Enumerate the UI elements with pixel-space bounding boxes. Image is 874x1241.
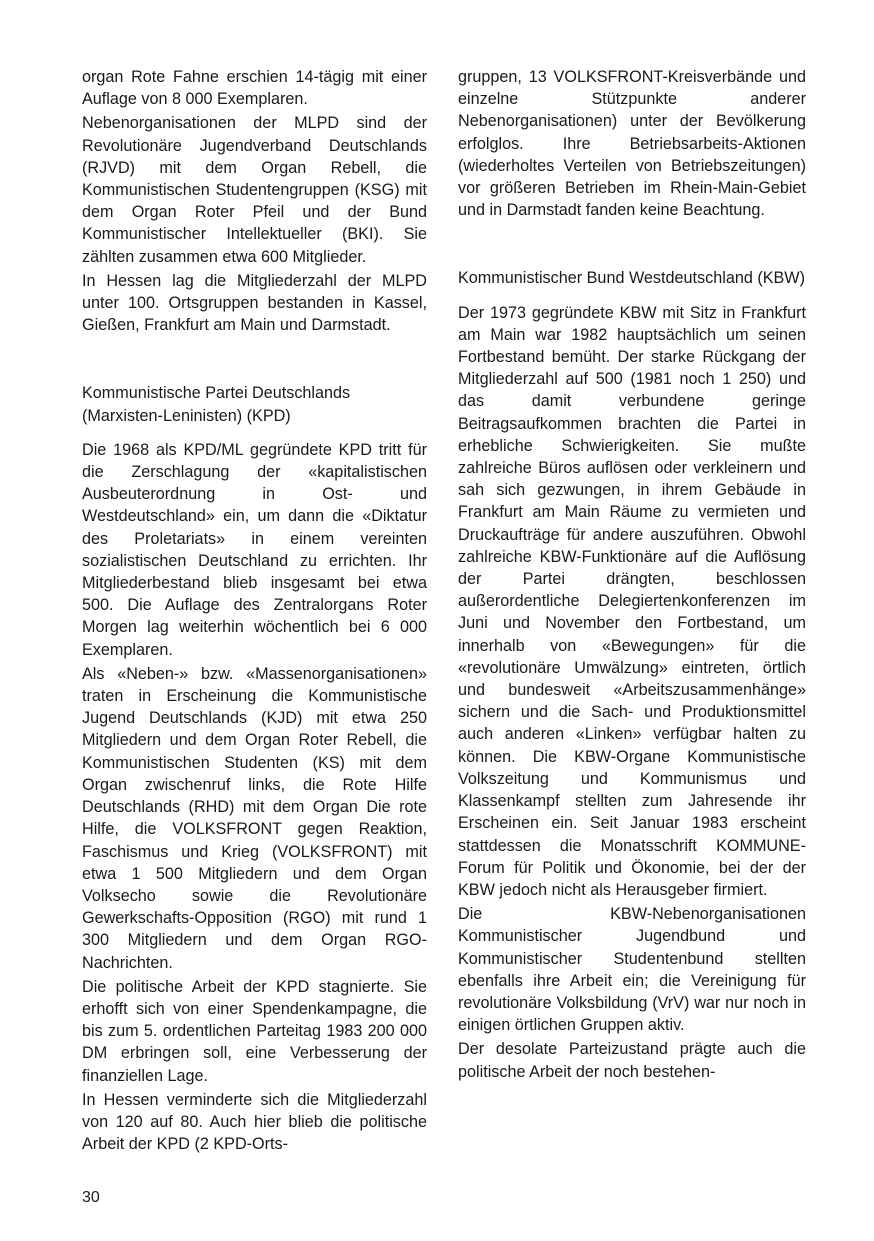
left-paragraph-2: Nebenorganisationen der MLPD sind der Revolutionäre Jugendverband Deutschlands (RJVD) mit dem Organ Rebell, die Kommunistischen Studentengruppen (KSG) mit dem Organ Roter Pfeil und der Bund Kommunistischer Intellektueller (BKI). Sie zählten zusammen etwa 600 Mitglieder. (82, 114, 427, 266)
right-column (458, 66, 806, 1085)
section-spacer (82, 338, 427, 382)
left-paragraph-7: In Hessen verminderte sich die Mitgliederzahl von 120 auf 80. Auch hier blieb die politische Arbeit der KPD (2 KPD-Orts- (82, 1090, 427, 1154)
section-spacer (458, 223, 806, 267)
section-heading-kpd: Kommunistische Partei Deutschlands (Marxisten-Leninisten) (KPD) (82, 384, 351, 425)
left-paragraph-3: In Hessen lag die Mitgliederzahl der MLPD unter 100. Ortsgruppen bestanden in Kassel, Gießen, Frankfurt am Main und Darmstadt. (82, 271, 427, 335)
heading-spacer (458, 290, 806, 302)
left-paragraph-4: Die 1968 als KPD/ML gegründete KPD tritt für die Zerschlagung der «kapitalistischen Ausbeuterordnung in Ost- und Westdeutschland» ein, um dann die «Diktatur des Proletariats» in einem vereinten sozialistischen Deutschland zu errichten. Ihr Mitgliederbestand blieb insgesamt bei etwa 500. Die Auflage des Zentralorgans Roter Morgen lag weiterhin wöchentlich bei 6 000 Exemplaren. (82, 440, 427, 659)
left-paragraph-1: organ Rote Fahne erschien 14-tägig mit einer Auflage von 8 000 Exemplaren. (82, 68, 427, 109)
left-paragraph-5: Als «Neben-» bzw. «Massenorganisationen» traten in Erscheinung die Kommunistische Jugend Deutschlands (KJD) mit etwa 250 Mitgliedern und dem Organ Roter Rebell, die Kommunistischen Studenten (KS) mit dem Organ zwischenruf links, die Rote Hilfe Deutschlands (RHD) mit dem Organ Die rote Hilfe, die VOLKSFRONT gegen Reaktion, Faschismus und Krieg (VOLKSFRONT) mit etwa 1 500 Mitgliedern und dem Organ Volksecho sowie die Revolutionäre Gewerkschafts-Opposition (RGO) mit rund 1 300 Mitgliedern und dem Organ RGO-Nachrichten. (82, 664, 427, 972)
left-column (82, 66, 427, 1157)
right-paragraph-4: Der desolate Parteizustand prägte auch die politische Arbeit der noch bestehen- (458, 1040, 806, 1081)
heading-spacer (82, 427, 427, 439)
right-paragraph-2: Der 1973 gegründete KBW mit Sitz in Frankfurt am Main war 1982 hauptsächlich um seinen Fortbestand bemüht. Der starke Rückgang der Mitgliederzahl auf 500 (1981 noch 1 250) und das damit verbundene geringe Beitragsaufkommen brachten die Partei in erhebliche Schwierigkeiten. Sie mußte zahlreiche Büros auflösen oder verkleinern und sah sich gezwungen, in ihrem Gebäude in Frankfurt am Main Räume zu vermieten und Druckaufträge für andere auszuführen. Obwohl zahlreiche KBW-Funktionäre auf die Auflösung der Partei drängten, beschlossen außerordentliche Delegiertenkonferenzen im Juni und November den Fortbestand, um innerhalb von «Bewegungen» für die «revolutionäre Umwälzung» eintreten, örtlich und bundesweit «Arbeitszusammenhänge» sichern und die Sach- und Produktionsmittel auch anderen «Linken» verfügbar halten zu können. Die KBW-Organe Kommunistische Volkszeitung und Kommunismus und Klassenkampf stellten zum Jahresende ihr Erscheinen ein. Seit Januar 1983 erscheint stattdessen die Monatsschrift KOMMUNE-Forum für Politik und Ökonomie, bei der der KBW jedoch nicht als Herausgeber firmiert. (458, 303, 806, 899)
right-paragraph-3: Die KBW-Nebenorganisationen Kommunistischer Jugendbund und Kommunistischer Studentenbund stellten ebenfalls ihre Arbeit ein; die Vereinigung für revolutionäre Volksbildung (VrV) war nur noch in einigen örtlichen Gruppen aktiv. (458, 905, 806, 1035)
section-heading-kbw: Kommunistischer Bund Westdeutschland (KBW) (458, 269, 805, 288)
right-paragraph-1: gruppen, 13 VOLKSFRONT-Kreisverbände und einzelne Stützpunkte anderer Nebenorganisationen) unter der Bevölkerung erfolglos. Ihre Betriebsarbeits-Aktionen (wiederholtes Verteilen von Betriebszeitungen) vor größeren Betrieben im Rhein-Main-Gebiet und in Darmstadt fanden keine Beachtung. (458, 68, 806, 220)
page-number: 30 (82, 1189, 100, 1206)
left-paragraph-6: Die politische Arbeit der KPD stagnierte. Sie erhofft sich von einer Spendenkampagne, die bis zum 5. ordentlichen Parteitag 1983 200 000 DM erbringen soll, eine Verbesserung der finanziellen Lage. (82, 977, 427, 1085)
